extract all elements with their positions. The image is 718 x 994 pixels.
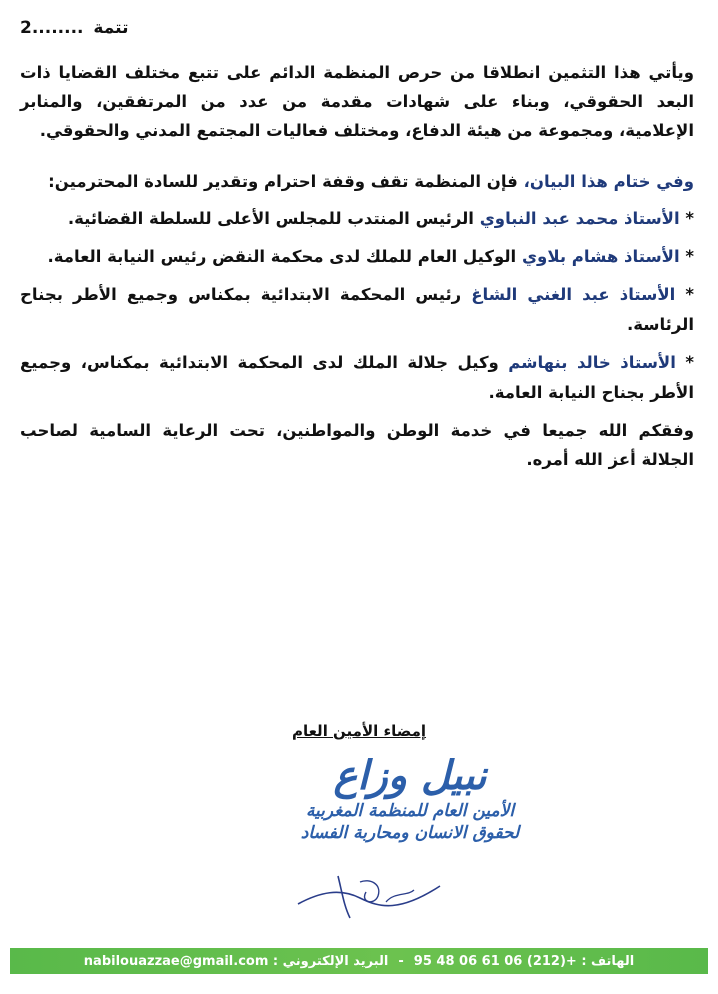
stamp-name: نبيل وزاع [333, 753, 487, 799]
thanks-name: الأستاذ هشام بلاوي [521, 247, 680, 266]
phone-number[interactable]: 95 48 06 61 06 (212)+ [413, 953, 577, 969]
thanks-item [20, 348, 694, 408]
footer-separator: - [398, 953, 404, 969]
email-address[interactable]: nabilouazzae@gmail.com [83, 953, 269, 969]
intro-paragraph: ويأتي هذا التثمين انطلاقا من حرص المنظمة الدائم على تتبع مختلف القضايا ذات البعد الحقوقي، وبناء على شهادات مقدمة من عدد من المرتفقين، والمنابر الإعلامية، ومجموعة من هيئة الدفاع، ومختلف فعاليات المجتمع المدني والحقوقي. [20, 63, 694, 140]
closing-rest: فإن المنظمة تقف وقفة احترام وتقدير للسادة المحترمين: [48, 172, 524, 191]
bullet: * [679, 209, 694, 228]
closing-prefix: وفي ختام هذا البيان، [523, 172, 694, 191]
letter-body [20, 58, 694, 474]
stamp-line-1: الأمين العام للمنظمة المغربية [305, 801, 515, 821]
thanks-role: رئيس المحكمة الابتدائية بمكناس وجميع الأطر بجناح الرئاسة. [20, 285, 694, 334]
continuation-header [20, 18, 128, 38]
continuation-label: تتمة [93, 18, 129, 38]
closing-wish: وفقكم الله جميعا في خدمة الوطن والمواطنين، تحت الرعاية السامية لصاحب الجلالة أعز الله أمره. [20, 421, 694, 469]
continuation-page-number: 2........ [20, 18, 84, 38]
bullet: * [679, 247, 694, 266]
email-label: البريد الإلكتروني : [272, 953, 389, 969]
thanks-role: الرئيس المنتدب للمجلس الأعلى للسلطة القضائية. [67, 209, 480, 228]
signature-title: إمضاء الأمين العام [291, 722, 427, 740]
thanks-item [20, 204, 694, 234]
stamp-line-2: لحقوق الانسان ومحاربة الفساد [300, 823, 520, 843]
closing-paragraph [20, 167, 694, 196]
thanks-item [20, 242, 694, 272]
thanks-item [20, 280, 694, 340]
thanks-role: الوكيل العام للملك لدى محكمة النقض رئيس النيابة العامة. [47, 247, 522, 266]
signature-stamp [210, 752, 610, 922]
footer-contact-bar [10, 948, 708, 974]
thanks-name: الأستاذ عبد الغني الشاغ [471, 285, 676, 304]
thanks-role: وكيل جلالة الملك لدى المحكمة الابتدائية بمكناس، وجميع الأطر بجناح النيابة العامة. [20, 353, 694, 402]
bullet: * [675, 285, 695, 304]
thanks-name: الأستاذ محمد عبد النباوي [479, 209, 680, 228]
bullet: * [675, 353, 694, 372]
handwritten-signature-icon [290, 862, 450, 922]
phone-label: الهاتف : [581, 953, 635, 969]
thanks-name: الأستاذ خالد بنهاشم [508, 353, 676, 372]
